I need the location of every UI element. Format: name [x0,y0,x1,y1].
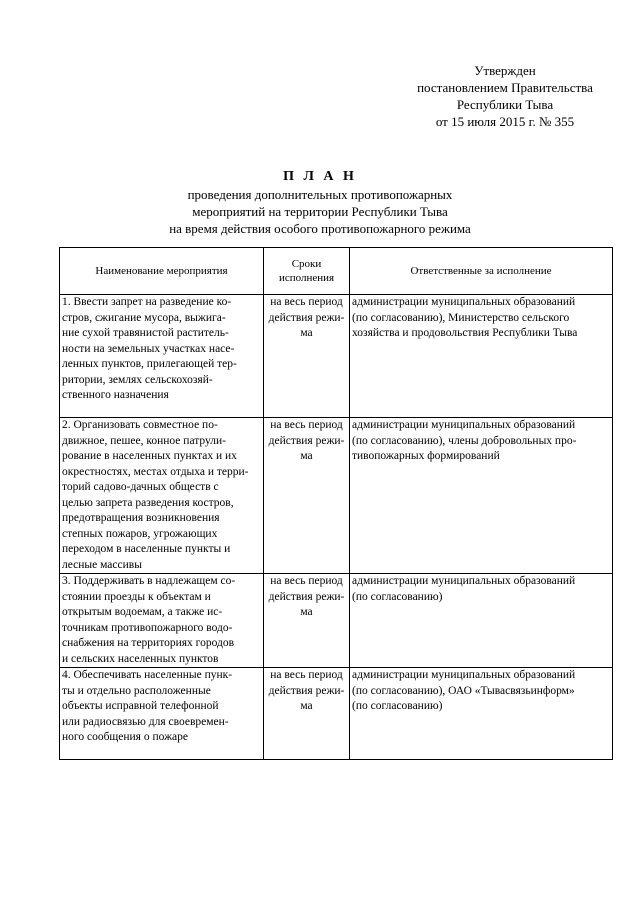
activity-line: ного сообщения о пожаре [62,731,188,743]
activity-line: окрестностях, местах отдыха и терри- [62,465,249,478]
responsible-cell [350,668,613,760]
deadline-line: на весь период [270,296,343,308]
responsible-cell [350,574,613,668]
table-header-row [60,248,613,295]
activity-line: ленных пунктов, прилегающей тер- [62,358,237,370]
approval-block [380,62,630,130]
activity-line: ственного назначения [62,389,169,401]
activity-line: ности на земельных участках насе- [62,342,235,355]
activity-line: целью запрета разведения костров, [62,496,234,509]
table-row [60,574,613,668]
activity-line: стоянии проезды к объектам и [62,590,211,603]
plan-heading: П Л А Н [283,169,357,184]
plan-subtitle-line: проведения дополнительных противопожарных [187,187,453,202]
activity-line: 1. Ввести запрет на разведение ко- [62,296,232,308]
deadline-line: ма [300,327,313,339]
activity-line: 2. Организовать совместное по- [62,419,218,431]
deadline-line: на весь период [270,575,343,587]
activity-line: или радиосвязью для своевремен- [62,715,229,728]
deadline-cell [264,295,350,418]
deadline-line: действия режи- [268,434,345,447]
activity-line: рование в населенных пунктах и их [62,450,237,462]
plan-subtitle-line: мероприятий на территории Республики Тыва [192,204,448,219]
deadline-line: действия режи- [268,311,345,324]
activity-line: точникам противопожарного водо- [62,621,233,634]
deadline-cell [264,574,350,668]
header-deadline [264,248,350,295]
activity-line: степных пожаров, угрожающих [62,527,218,540]
activity-line: предотвращения возникновения [62,512,220,524]
table-row [60,295,613,418]
responsible-line: (по согласованию), члены добровольных про- [352,434,577,447]
table-row [60,668,613,760]
activity-cell [60,295,264,418]
approval-line: от 15 июля 2015 г. № 355 [435,114,575,129]
deadline-line: на весь период [270,669,343,681]
header-activity: Наименование мероприятия [60,248,264,295]
activity-line: ние сухой травянистой раститель- [62,327,229,339]
approval-line: постановлением Правительства [417,80,593,95]
responsible-line: (по согласованию), ОАО «Тывасвязьинформ» [352,684,575,697]
responsible-line: администрации муниципальных образований [352,575,576,587]
approval-line: Утвержден [474,63,536,78]
activity-line: снабжения на территориях городов [62,637,235,649]
activity-line: переходом в населенные пункты и [62,543,231,555]
plan-table [59,247,613,760]
activity-line: и сельских населенных пунктов [62,652,219,665]
activity-line: 4. Обеспечивать населенные пунк- [62,669,233,681]
activity-line: объекты исправной телефонной [62,700,219,712]
responsible-line: тивопожарных формирований [352,450,500,462]
header-responsible: Ответственные за исполнение [350,248,613,295]
responsible-line: администрации муниципальных образований [352,669,576,681]
approval-line: Республики Тыва [456,97,554,112]
plan-title-block [0,168,640,237]
deadline-cell [264,668,350,760]
activity-line: торий садово-дачных обществ с [62,481,219,493]
responsible-line: (по согласованию) [352,590,443,603]
activity-cell [60,418,264,574]
deadline-line: ма [300,700,313,712]
responsible-cell [350,295,613,418]
responsible-line: администрации муниципальных образований [352,296,576,308]
activity-line: ты и отдельно расположенные [62,684,211,697]
activity-line: 3. Поддерживать в надлежащем со- [62,575,236,587]
deadline-line: ма [300,606,313,618]
table-row [60,418,613,574]
responsible-line: (по согласованию) [352,700,443,712]
activity-cell [60,668,264,760]
responsible-line: (по согласованию), Министерство сельского [352,311,570,324]
activity-line: стров, сжигание мусора, выжига- [62,311,226,324]
activity-line: ритории, землях сельскохозяй- [62,373,213,386]
activity-line: открытым водоемам, а также ис- [62,606,223,618]
activity-line: лесные массивы [62,558,142,571]
responsible-line: хозяйства и продовольствия Республики Тыва [352,327,578,339]
responsible-line: администрации муниципальных образований [352,419,576,431]
activity-cell [60,574,264,668]
activity-line: движное, пешее, конное патрули- [62,434,226,447]
header-deadline-line: Сроки [291,258,322,270]
deadline-line: ма [300,450,313,462]
header-deadline-line: исполнения [278,272,335,284]
deadline-cell [264,418,350,574]
deadline-line: действия режи- [268,684,345,697]
responsible-cell [350,418,613,574]
deadline-line: действия режи- [268,590,345,603]
deadline-line: на весь период [270,419,343,431]
plan-subtitle-line: на время действия особого противопожарного режима [169,221,471,236]
table-body [60,295,613,760]
